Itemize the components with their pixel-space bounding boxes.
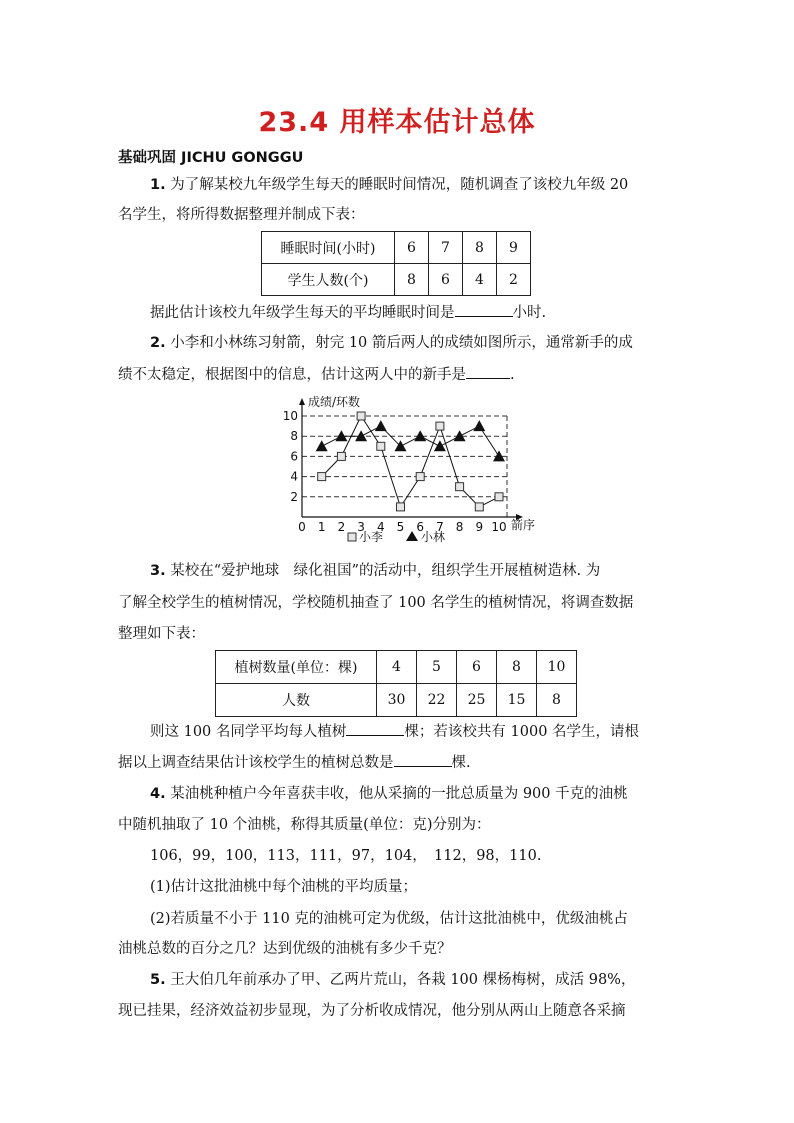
q2-number: 2. xyxy=(150,335,166,351)
table-cell: 4 xyxy=(377,651,417,684)
x-tick-label: 4 xyxy=(376,520,385,534)
q3-text1: 某校在“爱护地球 绿化祖国”的活动中，组织学生开展植树造林. 为 xyxy=(170,563,601,579)
data-point-square xyxy=(495,493,503,501)
q5-line2: 现已挂果，经济效益初步显现，为了分析收成情况，他分别从两山上随意各采摘 xyxy=(118,1003,626,1019)
q3-answer-text1: 则这 100 名同学平均每人植树 xyxy=(150,724,347,740)
q4-line1 xyxy=(150,786,628,802)
x-tick-label: 1 xyxy=(317,520,326,534)
x-tick-label: 9 xyxy=(475,520,484,534)
table-cell: 8 xyxy=(395,264,429,296)
score-chart xyxy=(0,0,794,560)
table-cell: 9 xyxy=(497,232,531,264)
table-cell: 2 xyxy=(497,264,531,296)
data-point-square xyxy=(318,473,326,481)
data-point-triangle xyxy=(473,420,485,431)
y-tick-label: 4 xyxy=(290,469,298,484)
table-cell: 22 xyxy=(417,684,457,717)
q2-text2: 绩不太稳定，根据图中的信息，估计这两人中的新手是 xyxy=(118,367,466,383)
x-tick-label: 2 xyxy=(337,520,346,534)
table-cell: 5 xyxy=(417,651,457,684)
table-cell: 6 xyxy=(429,264,463,296)
q3-line3: 整理如下表： xyxy=(118,626,205,642)
q5-number: 5. xyxy=(150,972,166,988)
data-point-triangle xyxy=(375,420,387,431)
tree-table xyxy=(215,650,577,717)
table-cell: 7 xyxy=(429,232,463,264)
table-cell: 4 xyxy=(463,264,497,296)
x-tick-label: 3 xyxy=(357,520,365,534)
legend-label-xiaoli: 小李 xyxy=(359,530,384,544)
x-tick-label: 8 xyxy=(455,520,464,534)
q3-answer-line2 xyxy=(118,754,471,771)
answer-blank xyxy=(394,754,452,767)
data-point-square xyxy=(475,503,483,511)
data-point-square xyxy=(397,503,405,511)
q3-number: 3. xyxy=(150,563,166,579)
x-tick-label: 7 xyxy=(436,520,444,534)
x-tick-label: 0 xyxy=(298,520,306,534)
q1-answer-text: 据此估计该校九年级学生每天的平均睡眠时间是 xyxy=(150,305,455,321)
table-cell: 8 xyxy=(463,232,497,264)
q5-line1 xyxy=(150,972,635,988)
x-tick-label: 10 xyxy=(491,520,507,534)
x-axis-label: 箭序 xyxy=(511,518,536,532)
y-axis-label: 成绩/环数 xyxy=(308,395,361,409)
legend-label-xiaolin: 小林 xyxy=(421,530,446,544)
table-cell: 人数 xyxy=(216,684,377,717)
q4-sub1: (1)估计这批油桃中每个油桃的平均质量； xyxy=(150,879,418,895)
q3-line2: 了解全校学生的植树情况，学校随机抽查了 100 名学生的植树情况，将调查数据 xyxy=(118,595,634,611)
data-point-triangle xyxy=(434,440,446,451)
table-cell: 学生人数(个) xyxy=(262,264,395,296)
page-title: 23.4 用样本估计总体 xyxy=(258,107,536,138)
answer-blank xyxy=(346,723,404,736)
q4-text1: 某油桃种植户今年喜获丰收，他从采摘的一批总质量为 900 千克的油桃 xyxy=(170,786,628,802)
q3-line1 xyxy=(150,563,600,579)
x-tick-label: 6 xyxy=(416,520,425,534)
q1-text1: 为了解某校九年级学生每天的睡眠时间情况，随机调查了该校九年级 20 xyxy=(170,177,629,193)
q4-line2: 中随机抽取了 10 个油桃，称得其质量(单位：克)分别为： xyxy=(118,817,491,833)
data-point-square xyxy=(456,483,464,491)
data-point-square xyxy=(377,442,385,450)
q4-number: 4. xyxy=(150,786,166,802)
tree-table-row-people xyxy=(216,684,577,717)
q3-answer-line1 xyxy=(150,723,639,740)
q2-text1: 小李和小林练习射箭，射完 10 箭后两人的成绩如图所示，通常新手的成 xyxy=(170,335,633,351)
table-cell: 25 xyxy=(457,684,497,717)
table-cell: 15 xyxy=(497,684,537,717)
q4-data: 106，99，100，113，111，97，104， 112，98，110. xyxy=(150,848,542,864)
table-cell: 10 xyxy=(537,651,577,684)
legend-square-marker xyxy=(348,533,356,541)
tree-table-row-quantity xyxy=(216,651,577,684)
y-tick-label: 10 xyxy=(282,409,298,423)
table-cell: 6 xyxy=(395,232,429,264)
data-point-square xyxy=(416,473,424,481)
data-point-square xyxy=(337,452,345,460)
table-cell: 8 xyxy=(537,684,577,717)
x-tick-label: 5 xyxy=(396,520,405,534)
q3-answer-text4: 棵. xyxy=(451,755,471,771)
table-cell: 睡眠时间(小时) xyxy=(262,232,395,264)
table-cell: 植树数量(单位：棵) xyxy=(216,651,377,684)
y-tick-label: 6 xyxy=(290,449,298,464)
q3-answer-text2: 棵；若该校共有 1000 名学生，请根 xyxy=(404,724,640,740)
q4-sub2: (2)若质量不小于 110 克的油桃可定为优级，估计这批油桃中，优级油桃占 xyxy=(150,911,628,927)
q4-sub3: 油桃总数的百分之几？达到优级的油桃有多少千克？ xyxy=(118,941,452,957)
table-cell: 8 xyxy=(497,651,537,684)
y-tick-label: 2 xyxy=(290,489,298,504)
q1-answer-unit: 小时. xyxy=(512,305,547,321)
section-heading: 基础巩固 JICHU GONGGU xyxy=(118,150,304,166)
y-axis-arrow xyxy=(299,398,305,405)
q2-period: . xyxy=(510,367,515,383)
y-tick-label: 8 xyxy=(290,429,298,444)
q1-line2: 名学生，将所得数据整理并制成下表： xyxy=(118,207,365,223)
q1-number: 1. xyxy=(150,177,166,193)
data-point-square xyxy=(357,412,365,420)
table-cell: 30 xyxy=(377,684,417,717)
data-point-square xyxy=(436,422,444,430)
q3-answer-text3: 据以上调查结果估计该校学生的植树总数是 xyxy=(118,755,394,771)
q5-text1: 王大伯几年前承办了甲、乙两片荒山，各栽 100 棵杨梅树，成活 98%， xyxy=(170,972,636,988)
table-cell: 6 xyxy=(457,651,497,684)
data-point-triangle xyxy=(316,440,328,451)
